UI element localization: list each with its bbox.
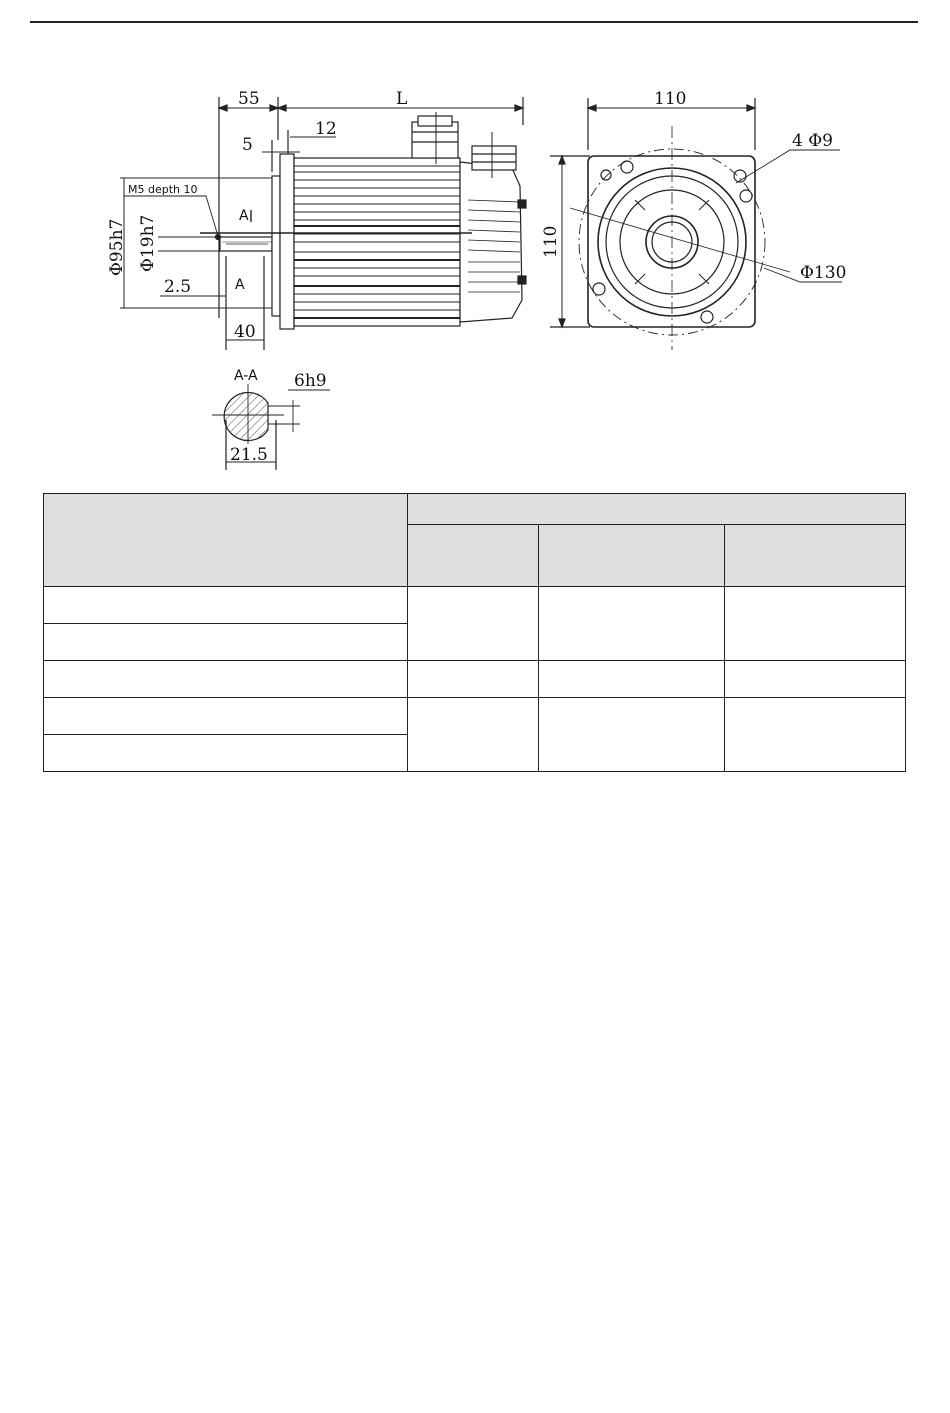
side-view [107,89,526,350]
flange-width-label: 110 [654,89,687,109]
header-group [408,494,906,525]
section-label: A-A [234,368,258,384]
section-mark-a-bottom: A [235,277,245,293]
spigot-offset-label: 12 [315,119,337,139]
table-cell [725,698,906,772]
table-cell [539,587,725,661]
key-length-label: 40 [234,322,256,342]
header-sub-3 [725,525,906,587]
tapped-hole-note: M5 depth 10 [128,183,198,196]
front-view [541,89,846,350]
table-cell [44,661,408,698]
table-cell [725,661,906,698]
table-cell [44,587,408,624]
header-left [44,494,408,587]
servo-motor-dimension-drawing [0,0,950,480]
table-cell [725,587,906,661]
key-height-label: 21.5 [230,445,268,465]
key-width-label: 6h9 [294,371,327,391]
table-cell [44,735,408,772]
table-cell [408,587,539,661]
table-cell [44,624,408,661]
table-cell [408,661,539,698]
table-cell [408,698,539,772]
flange-thickness-label: 5 [242,135,253,155]
table-cell [539,661,725,698]
header-sub-2 [539,525,725,587]
spec-table [43,493,906,772]
table-row [44,587,906,624]
pilot-diameter-label: Φ95h7 [107,218,127,276]
section-a-a [212,368,330,470]
header-sub-1 [408,525,539,587]
shaft-diameter-label: Φ19h7 [138,214,158,272]
table-cell [44,698,408,735]
bolt-circle-label: Φ130 [800,263,847,283]
mounting-holes-label: 4 Φ9 [792,131,833,151]
table-row [44,698,906,735]
table-row [44,661,906,698]
table-cell [539,698,725,772]
section-mark-a-top: A [239,208,249,224]
shaft-length-label: 55 [238,89,260,109]
flange-height-label: 110 [541,225,561,258]
body-length-label: L [396,89,408,109]
key-offset-label: 2.5 [164,277,192,297]
